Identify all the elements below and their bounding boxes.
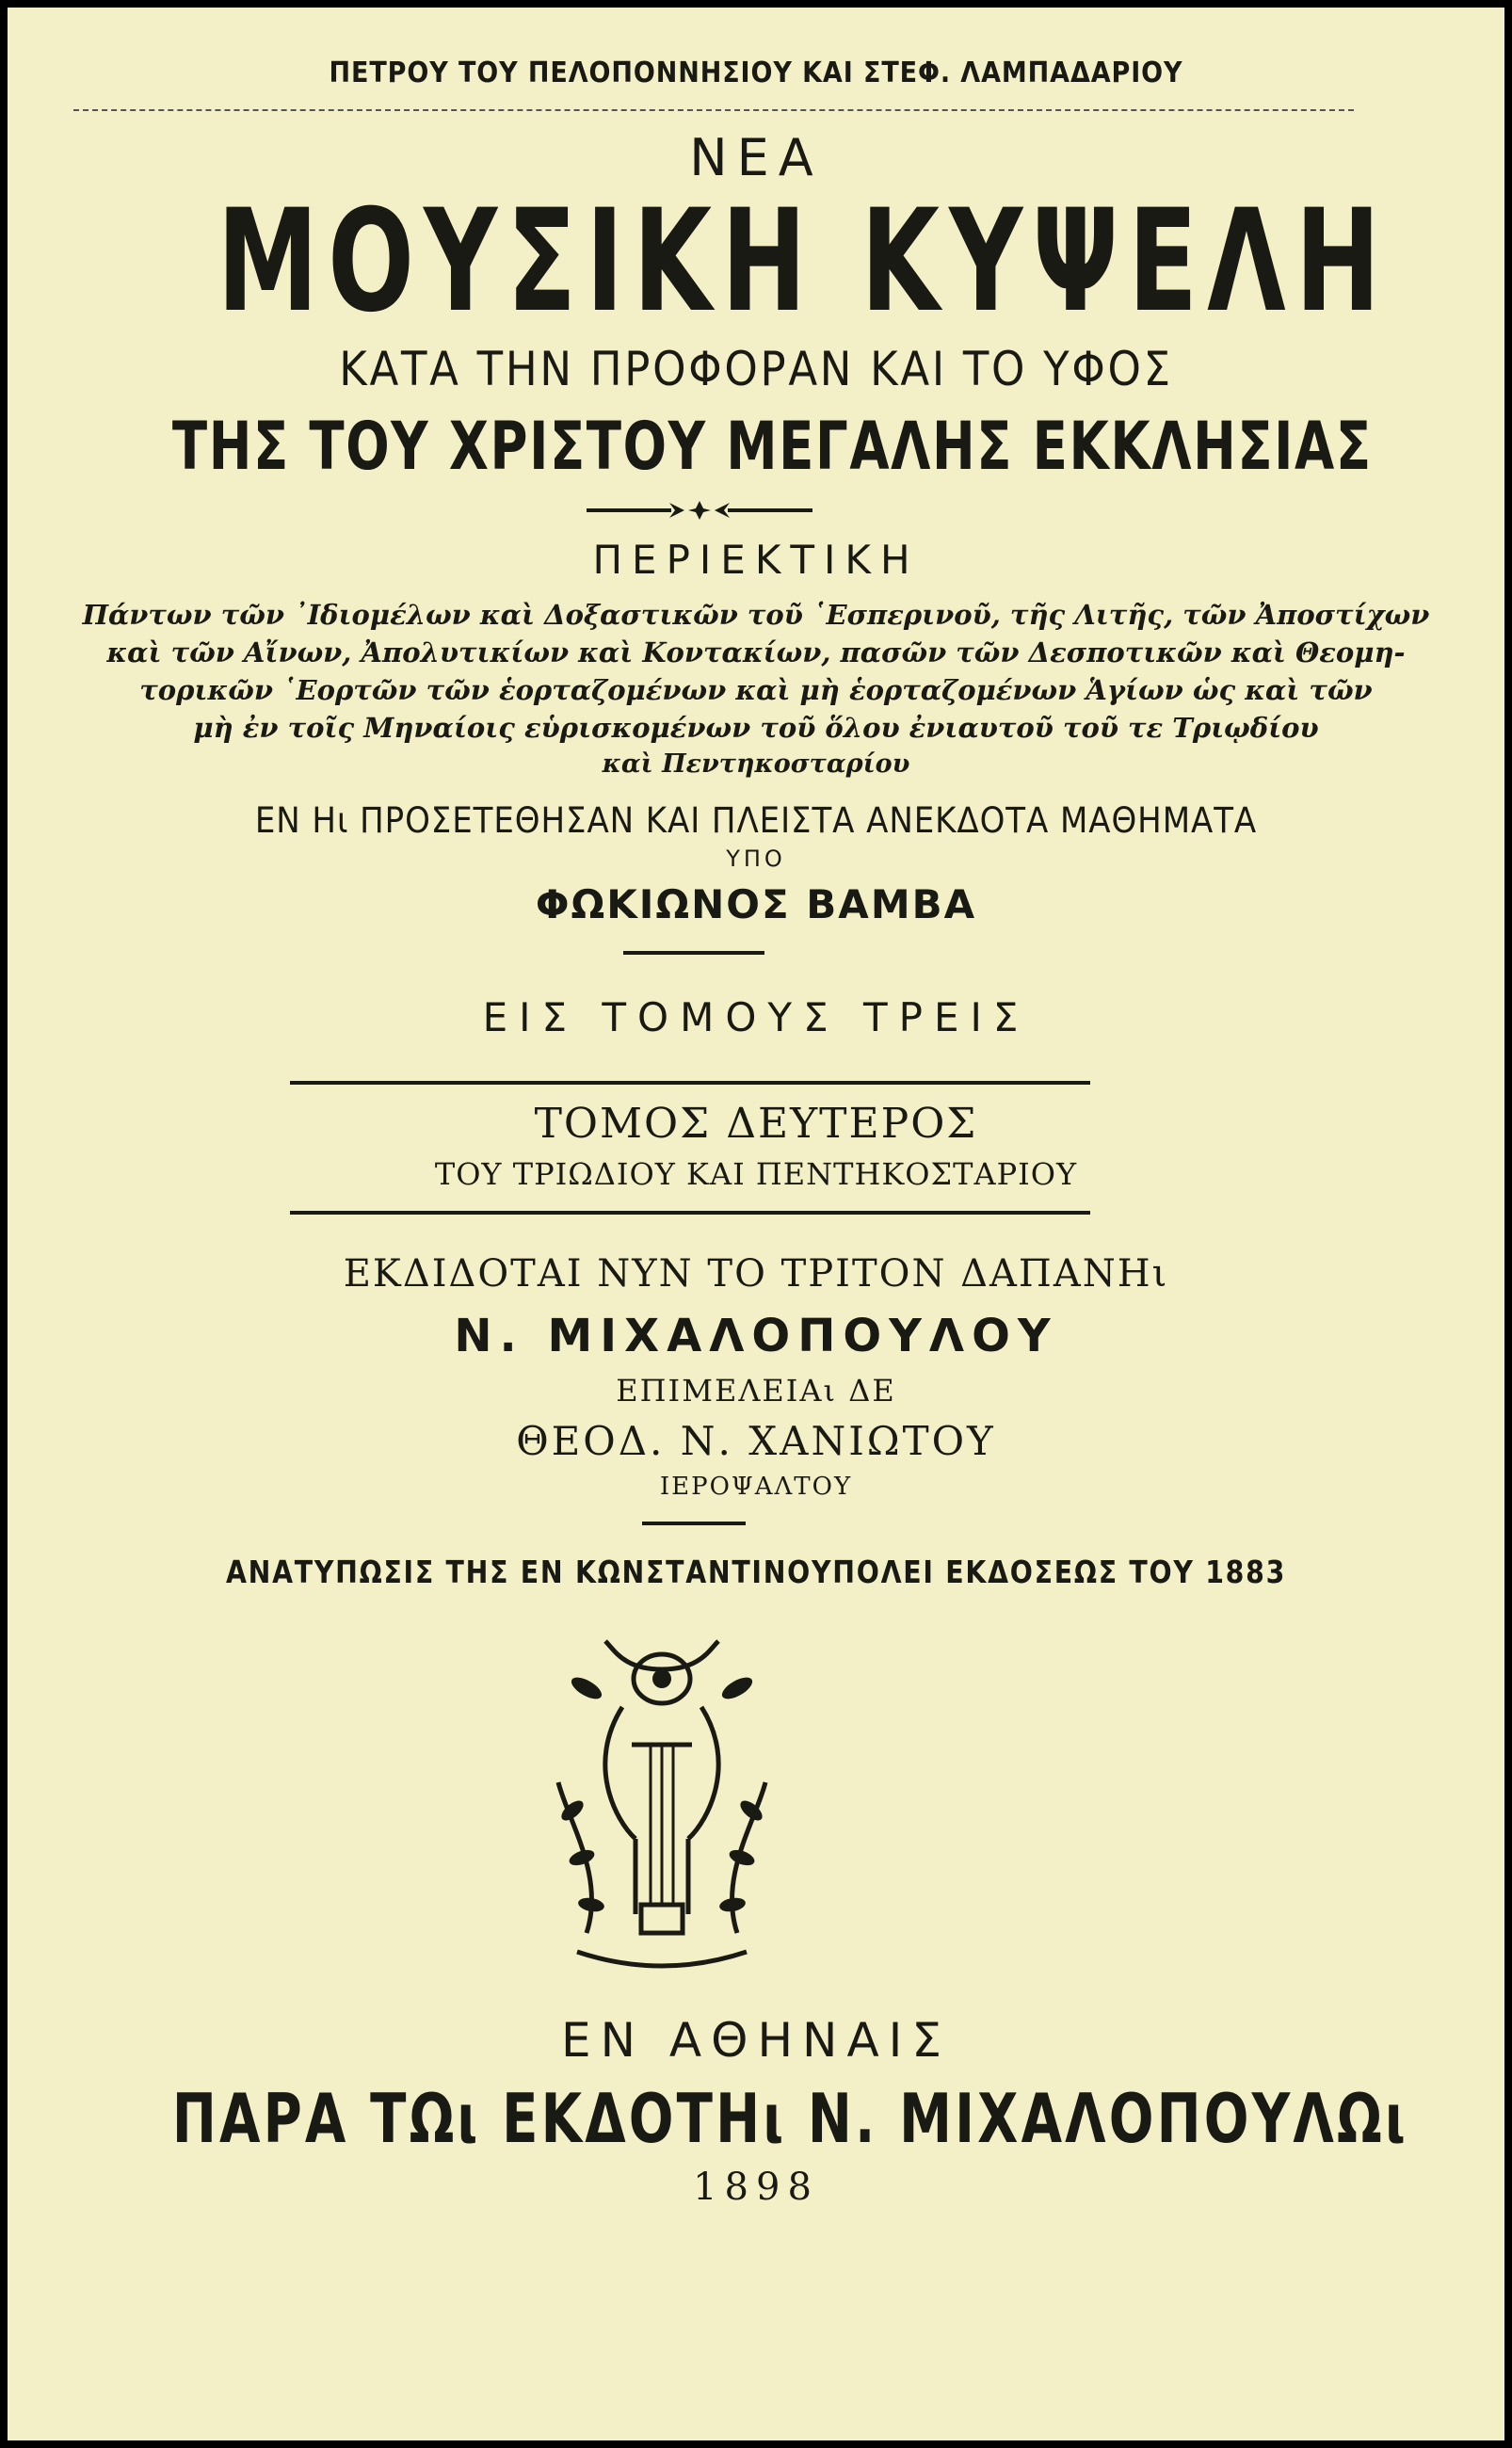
reprint-line: ΑΝΑΤΥΠΩΣΙΣ ΤΗΣ ΕΝ ΚΩΝΣΤΑΝΤΙΝΟΥΠΟΛΕΙ ΕΚΔΟΣΕΩΣ ΤΟΥ 1883: [225, 1554, 1287, 1590]
editor-title: ΙΕΡΟΨΑΛΤΟΥ: [659, 1473, 853, 1501]
volume-title: ΤΟΜΟΣ ΔΕΥΤΕΡΟΣ: [534, 1100, 978, 1148]
ornament-divider-icon: [587, 499, 812, 522]
edition-line: ΕΚΔΙΔΟΤΑΙ ΝΥΝ ΤΟ ΤΡΙΤΟΝ ΔΑΠΑΝΗι: [343, 1252, 1169, 1296]
subtitle-1: ΚΑΤΑ ΤΗΝ ΠΡΟΦΟΡΑΝ ΚΑΙ ΤΟ ΥΦΟΣ: [339, 342, 1173, 396]
contents-line: καὶ Πεντηκοσταρίου: [602, 749, 910, 779]
main-title: ΜΟΥΣΙΚΗ ΚΥΨΕΛΗ: [217, 180, 1391, 344]
editor-rule: [642, 1522, 746, 1525]
title-nea: ΝΕΑ: [689, 128, 823, 187]
title-page: [8, 8, 1504, 2440]
by-label: ΥΠΟ: [726, 846, 786, 872]
care-line: ΕΠΙΜΕΛΕΙΑι ΔΕ: [616, 1373, 896, 1409]
lyre-emblem-icon: [549, 1632, 775, 1971]
contents-heading: ΠΕΡΙΕΚΤΙΚΗ: [592, 537, 920, 583]
contents-line: Πάντων τῶν ᾿Ιδιομέλων καὶ Δοξαστικῶν τοῦ ῾Εσπερινοῦ, τῆς Λιτῆς, τῶν Ἀποστίχων: [82, 599, 1430, 631]
added-line: ΕΝ Ηι ΠΡΟΣΕΤΕΘΗΣΑΝ ΚΑΙ ΠΛΕΙΣΤΑ ΑΝΕΚΔΟΤΑ ΜΑΘΗΜΑΤΑ: [254, 800, 1258, 841]
subtitle-2: ΤΗΣ ΤΟΥ ΧΡΙΣΤΟΥ ΜΕΓΑΛΗΣ ΕΚΚΛΗΣΙΑΣ: [171, 408, 1373, 485]
editor-name: ΘΕΟΔ. Ν. ΧΑΝΙΩΤΟΥ: [516, 1418, 996, 1464]
contents-line: μὴ ἐν τοῖς Μηναίοις εὑρισκομένων τοῦ ὅλου ἐνιαυτοῦ τοῦ τε Τριῳδίου: [193, 712, 1319, 744]
authors-line: ΠΕΤΡΟΥ ΤΟΥ ΠΕΛΟΠΟΝΝΗΣΙΟΥ ΚΑΙ ΣΤΕΦ. ΛΑΜΠΑΔΑΡΙΟΥ: [329, 56, 1183, 89]
imprint-publisher: ΠΑΡΑ ΤΩι ΕΚΔΟΤΗι Ν. ΜΙΧΑΛΟΠΟΥΛΩι: [171, 2079, 1408, 2158]
volume-rule-top: [290, 1081, 1090, 1085]
publisher-name: Ν. ΜΙΧΑΛΟΠΟΥΛΟΥ: [454, 1310, 1058, 1362]
volume-subtitle: ΤΟΥ ΤΡΙΩΔΙΟΥ ΚΑΙ ΠΕΝΤΗΚΟΣΤΑΡΙΟΥ: [434, 1156, 1078, 1192]
volume-rule-bottom: [290, 1211, 1090, 1215]
imprint-place: ΕΝ ΑΘΗΝΑΙΣ: [561, 2013, 951, 2068]
volume-count: ΕΙΣ ΤΟΜΟΥΣ ΤΡΕΙΣ: [482, 994, 1030, 1040]
contents-line: τορικῶν ῾Εορτῶν τῶν ἑορταζομένων καὶ μὴ ἑορταζομένων Ἁγίων ὡς καὶ τῶν: [139, 674, 1373, 706]
header-rule: [73, 109, 1354, 117]
short-rule: [623, 951, 764, 955]
author-name: ΦΩΚΙΩΝΟΣ ΒΑΜΒΑ: [535, 881, 977, 927]
imprint-year: 1898: [693, 2166, 819, 2209]
contents-line: καὶ τῶν Αἴνων, Ἀπολυτικίων καὶ Κοντακίων, πασῶν τῶν Δεσποτικῶν καὶ Θεομη-: [106, 636, 1406, 668]
